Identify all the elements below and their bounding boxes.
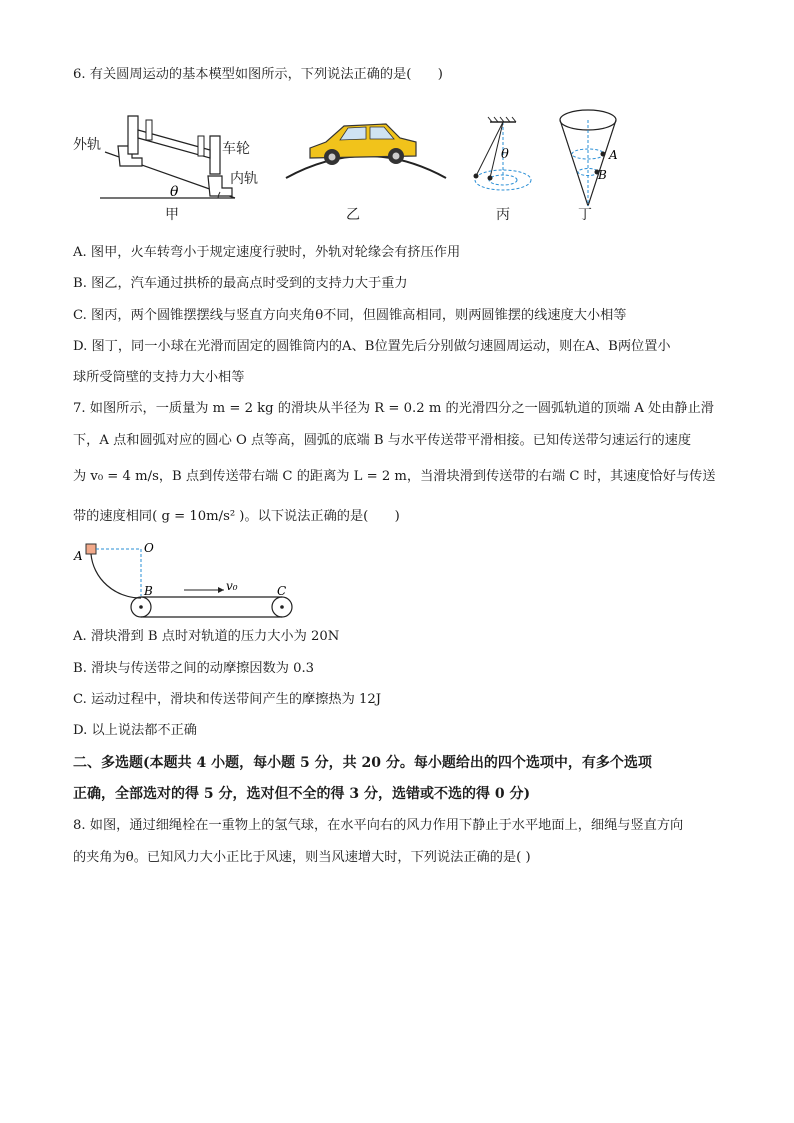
q7-option-c: C. 运动过程中，滑块和传送带间产生的摩擦热为 12J [73,692,382,707]
fig-ding-caption: 丁 [578,207,592,223]
q6-option-c: C. 图丙，两个圆锥摆摆线与竖直方向夹角θ不同，但圆锥高相同，则两圆锥摆的线速度大小相等 [73,308,627,323]
section2-header-line2: 正确，全部选对的得 5 分，选对但不全的得 3 分，选错或不选的得 0 分) [73,786,531,802]
q7-stem-line2: 下，A 点和圆弧对应的圆心 O 点等高，圆弧的底端 B 与水平传送带平滑相接。已知传送带匀速运行的速度 [73,433,692,448]
figure-jia-railway [70,106,250,226]
fig-q7-b: B [144,584,153,598]
fig-q7-v0: v₀ [226,579,238,593]
fig-yi-caption: 乙 [346,207,360,223]
q6-option-d-line2: 球所受筒壁的支持力大小相等 [73,370,245,385]
fig-jia-caption: 甲 [165,207,179,223]
q7-option-b: B. 滑块与传送带之间的动摩擦因数为 0.3 [73,661,315,676]
q7-stem-line4: 带的速度相同( g = 10m/s² )。以下说法正确的是( ) [73,509,400,524]
q6-option-d-line1: D. 图丁，同一小球在光滑而固定的圆锥筒内的A、B位置先后分别做匀速圆周运动，则在A、B两位置小 [73,339,671,354]
q8-stem-line1: 8. 如图，通过细绳栓在一重物上的氢气球，在水平向右的风力作用下静止于水平地面上，细绳与竖直方向 [73,818,684,833]
section2-header-line1: 二、多选题(本题共 4 小题，每小题 5 分，共 20 分。每小题给出的四个选项中，有多个选项 [73,755,652,771]
q6-stem: 6. 有关圆周运动的基本模型如图所示，下列说法正确的是( ) [73,67,443,82]
fig-q7-o: O [144,541,154,555]
q7-option-d: D. 以上说法都不正确 [73,723,197,738]
fig-ding-a: A [609,148,618,162]
fig-q7-a: A [74,549,83,563]
q8-stem-line2: 的夹角为θ。已知风力大小正比于风速，则当风速增大时，下列说法正确的是( ) [73,850,531,865]
fig-jia-outer-rail-label: 外轨 [73,137,101,153]
q7-option-a: A. 滑块滑到 B 点时对轨道的压力大小为 20N [73,629,340,644]
fig-q7-c: C [277,584,287,598]
q7-stem-line3: 为 v₀ = 4 m/s，B 点到传送带右端 C 的距离为 L = 2 m，当滑块滑到传送带的右端 C 时，其速度恰好与传送 [73,469,716,484]
figure-bing-conical-pendulum [468,114,558,206]
fig-jia-inner-rail-label: 内轨 [230,171,258,187]
fig-bing-theta: θ [501,147,509,162]
fig-ding-b: B [598,168,607,182]
figure-q7-track-conveyor [74,540,296,622]
figure-ding-cone [554,106,624,210]
fig-jia-theta: θ [170,184,179,200]
q7-stem-line1: 7. 如图所示，一质量为 m = 2 kg 的滑块从半径为 R = 0.2 m 的光滑四分之一圆弧轨道的顶端 A 处由静止滑 [73,401,714,416]
fig-jia-wheel-label: 车轮 [222,141,250,157]
figure-yi-car-bridge [282,112,452,192]
fig-bing-caption: 丙 [496,207,510,223]
q6-option-a: A. 图甲，火车转弯小于规定速度行驶时，外轨对轮缘会有挤压作用 [73,245,461,260]
q6-option-b: B. 图乙，汽车通过拱桥的最高点时受到的支持力大于重力 [73,276,408,291]
